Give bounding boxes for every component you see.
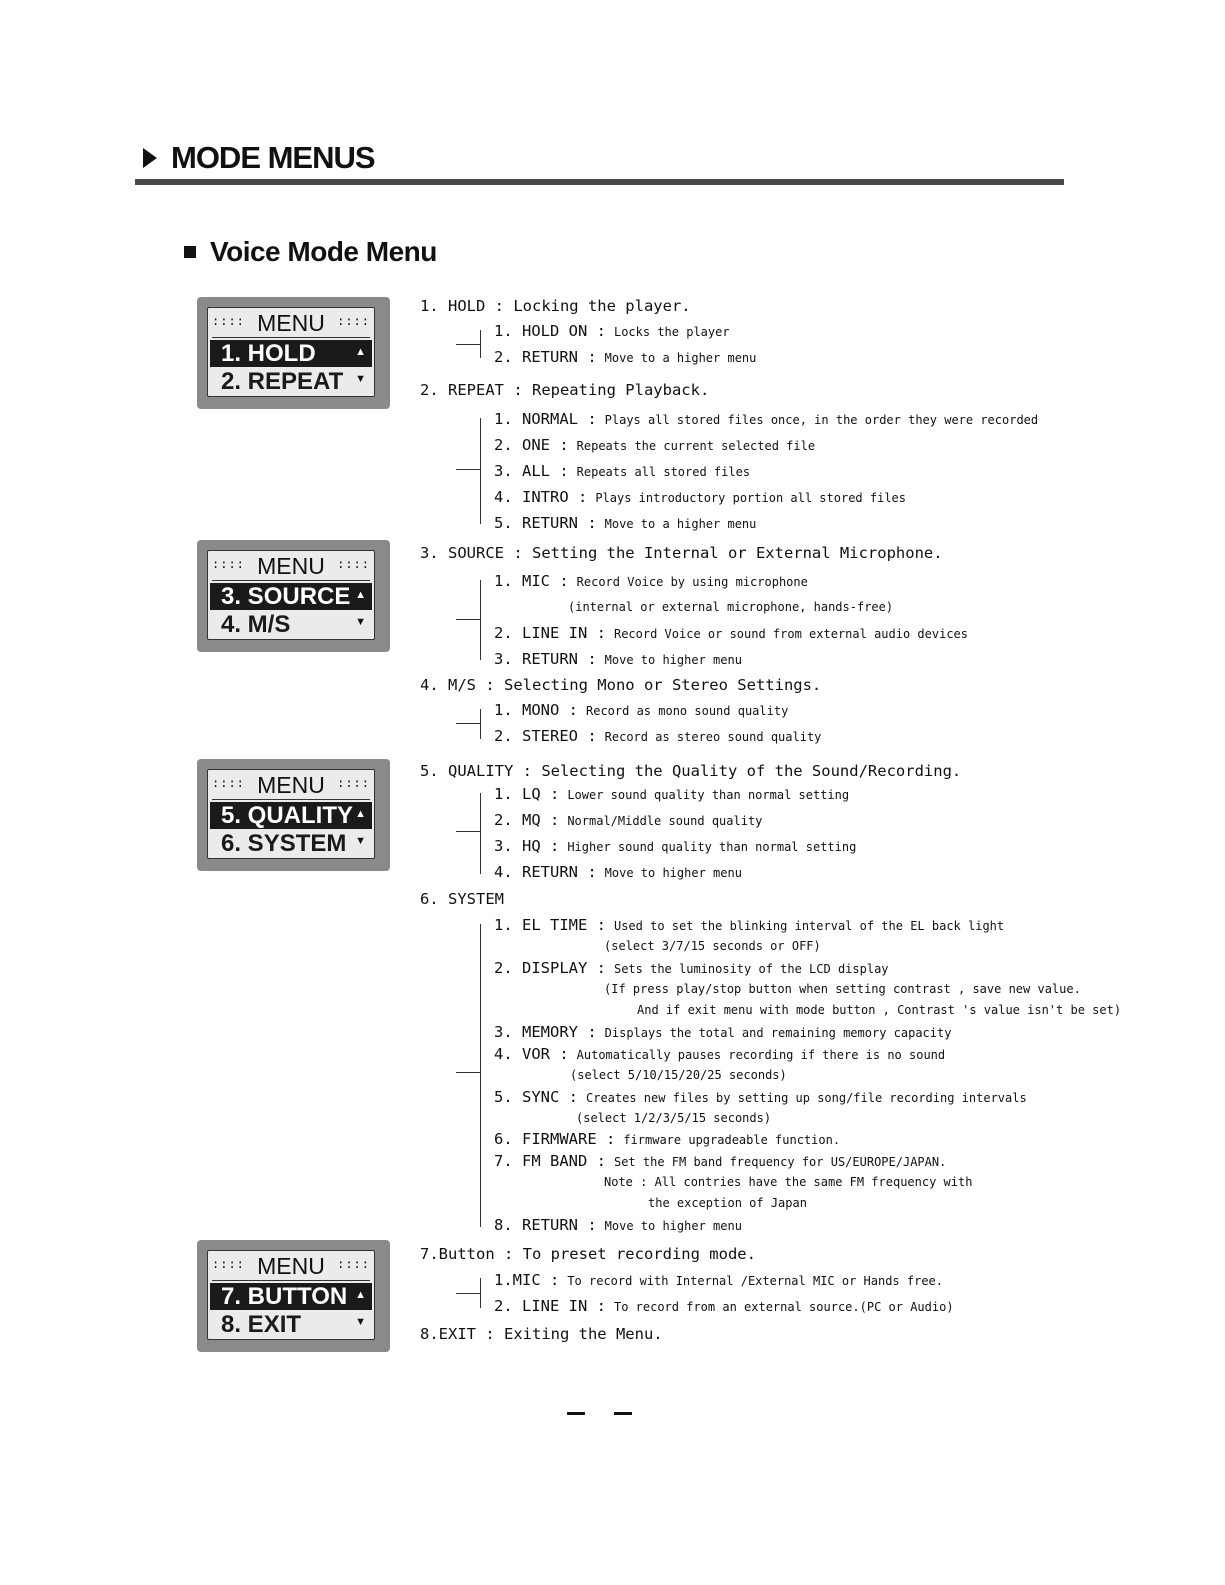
submenu-desc: Creates new files by setting up song/file recording intervals [586,1091,1027,1105]
submenu-desc: To record with Internal /External MIC or Hands free. [567,1274,944,1288]
submenu-item [494,1215,742,1234]
submenu-label: 3. ALL : [494,462,569,480]
submenu-label: 4. INTRO : [494,488,588,506]
submenu-desc: Normal/Middle sound quality [567,814,763,828]
lcd-dots-left: :::: [212,776,245,790]
lcd-dots-left: :::: [212,557,245,571]
submenu-label: 1. MIC : [494,572,569,590]
submenu-label: 2. STEREO : [494,727,597,745]
down-arrow-icon: ▼ [355,616,366,628]
bracket-line [480,1278,481,1308]
submenu-desc: firmware upgradeable function. [623,1133,841,1147]
submenu-label: 1. NORMAL : [494,410,597,428]
submenu-label: 3. HQ : [494,837,560,855]
bracket-line [480,330,481,358]
submenu-label: 5. SYNC : [494,1088,578,1106]
lcd-divider [212,337,370,338]
submenu-item [494,726,821,745]
bracket-connector [456,619,480,620]
lcd-divider [212,580,370,581]
bracket-connector [456,831,480,832]
lcd-next-label: 4. M/S [221,611,291,638]
submenu-label: 1. LQ : [494,785,560,803]
submenu-desc: Sets the luminosity of the LCD display [613,962,889,976]
lcd-screen-1 [197,297,390,409]
submenu-item [494,409,1038,428]
submenu-item [494,810,762,829]
lcd-menu-title: MENU [257,310,325,336]
submenu-item [494,623,968,642]
submenu-label: 4. VOR : [494,1045,569,1063]
square-bullet-icon [184,246,196,258]
bracket-line [480,709,481,739]
lcd-selected-label: 3. SOURCE [221,583,351,610]
up-arrow-icon: ▲ [355,589,366,601]
bracket-line [480,580,481,660]
lcd-divider [212,799,370,800]
lcd-menu-title: MENU [257,772,325,798]
up-arrow-icon: ▲ [355,346,366,358]
bracket-line [480,793,481,874]
submenu-desc: Automatically pauses recording if there is no sound [576,1048,946,1062]
lcd-screen-3 [197,759,390,871]
section-title: Voice Mode Menu [210,236,437,267]
lcd-next-label: 8. EXIT [221,1311,302,1338]
lcd-selected-label: 5. QUALITY [221,802,354,829]
submenu-item [494,1270,943,1289]
header-rule [135,179,1064,185]
submenu-desc: Move to higher menu [604,866,742,880]
submenu-desc: Lower sound quality than normal setting [567,788,850,802]
lcd-screen-2 [197,540,390,652]
menu-heading-exit: 8.EXIT : Exiting the Menu. [420,1325,663,1343]
submenu-label: 1. HOLD ON : [494,322,606,340]
submenu-desc-cont: (select 3/7/15 seconds or OFF) [604,939,821,953]
submenu-label: 1.MIC : [494,1271,560,1289]
submenu-desc: Record Voice or sound from external audio devices [613,627,968,641]
submenu-desc-cont: Note : All contries have the same FM frequency with [604,1175,973,1189]
submenu-item [494,435,815,454]
submenu-item [494,649,742,668]
down-arrow-icon: ▼ [355,835,366,847]
lcd-dots-left: :::: [212,1257,245,1271]
bracket-connector [456,469,480,470]
submenu-label: 2. LINE IN : [494,624,606,642]
lcd-display [207,550,375,640]
up-arrow-icon: ▲ [355,808,366,820]
submenu-item [494,487,906,506]
page-number-dash-left [567,1412,585,1415]
submenu-desc: Higher sound quality than normal setting [567,840,857,854]
submenu-item [494,347,756,366]
submenu-label: 4. RETURN : [494,863,597,881]
submenu-desc: Locks the player [613,325,730,339]
submenu-item [494,1044,945,1063]
submenu-label: 3. RETURN : [494,650,597,668]
down-arrow-icon: ▼ [355,1316,366,1328]
menu-heading-button: 7.Button : To preset recording mode. [420,1245,756,1263]
submenu-desc-cont: (internal or external microphone, hands-free) [568,600,894,614]
section-header [184,236,437,268]
submenu-desc: Set the FM band frequency for US/EUROPE/JAPAN. [613,1155,947,1169]
bracket-line [480,924,481,1227]
submenu-item [494,461,750,480]
lcd-divider [212,1280,370,1281]
lcd-next-label: 6. SYSTEM [221,830,347,857]
menu-heading-repeat: 2. REPEAT : Repeating Playback. [420,381,710,399]
lcd-next-item [210,611,372,638]
submenu-label: 6. FIRMWARE : [494,1130,616,1148]
lcd-dots-right: :::: [337,557,370,571]
lcd-display [207,307,375,397]
lcd-dots-right: :::: [337,1257,370,1271]
lcd-selected-label: 7. BUTTON [221,1283,348,1310]
submenu-desc-cont: And if exit menu with mode button , Contrast 's value isn't be set) [637,1003,1122,1017]
submenu-desc: To record from an external source.(PC or Audio) [613,1300,954,1314]
submenu-label: 8. RETURN : [494,1216,597,1234]
bracket-line [480,418,481,524]
page-title: MODE MENUS [171,140,375,175]
up-arrow-icon: ▲ [355,1289,366,1301]
lcd-selected-item [210,340,372,367]
submenu-item [494,571,808,590]
submenu-desc: Move to higher menu [604,1219,742,1233]
submenu-label: 2. LINE IN : [494,1297,606,1315]
submenu-desc: Move to higher menu [604,653,742,667]
submenu-item [494,862,742,881]
submenu-label: 1. EL TIME : [494,916,606,934]
triangle-bullet-icon [143,148,157,168]
page-number-dash-right [614,1412,632,1415]
submenu-label: 2. ONE : [494,436,569,454]
lcd-selected-item [210,802,372,829]
bracket-connector [456,1293,480,1294]
submenu-item [494,1087,1027,1106]
lcd-selected-label: 1. HOLD [221,340,316,367]
submenu-desc-cont: (select 5/10/15/20/25 seconds) [570,1068,787,1082]
submenu-desc: Displays the total and remaining memory capacity [604,1026,952,1040]
submenu-item [494,1022,951,1041]
submenu-item [494,1151,946,1170]
submenu-desc: Move to a higher menu [604,351,757,365]
submenu-label: 7. FM BAND : [494,1152,606,1170]
submenu-desc: Repeats the current selected file [576,439,816,453]
lcd-menu-title: MENU [257,553,325,579]
lcd-next-item [210,830,372,857]
submenu-item [494,321,730,340]
submenu-desc-cont: (If press play/stop button when setting contrast , save new value. [604,982,1081,996]
submenu-item [494,1129,840,1148]
submenu-desc: Record as stereo sound quality [604,730,822,744]
down-arrow-icon: ▼ [355,373,366,385]
submenu-label: 1. MONO : [494,701,578,719]
submenu-label: 3. MEMORY : [494,1023,597,1041]
submenu-item [494,958,889,977]
menu-heading-system: 6. SYSTEM [420,890,504,908]
lcd-dots-right: :::: [337,776,370,790]
lcd-display [207,1250,375,1340]
lcd-selected-item [210,583,372,610]
submenu-desc: Move to a higher menu [604,517,757,531]
submenu-item [494,1296,954,1315]
bracket-connector [456,344,480,345]
menu-heading-source: 3. SOURCE : Setting the Internal or External Microphone. [420,544,943,562]
submenu-desc: Used to set the blinking interval of the EL back light [613,919,1005,933]
submenu-label: 2. RETURN : [494,348,597,366]
bracket-connector [456,1072,480,1073]
bracket-connector [456,723,480,724]
lcd-menu-title: MENU [257,1253,325,1279]
submenu-desc: Repeats all stored files [576,465,751,479]
submenu-label: 2. MQ : [494,811,560,829]
submenu-label: 5. RETURN : [494,514,597,532]
lcd-next-item [210,1311,372,1338]
submenu-desc: Plays all stored files once, in the order they were recorded [604,413,1039,427]
lcd-screen-4 [197,1240,390,1352]
menu-heading-ms: 4. M/S : Selecting Mono or Stereo Settings. [420,676,822,694]
menu-heading-quality: 5. QUALITY : Selecting the Quality of the Sound/Recording. [420,762,962,780]
submenu-desc-cont: (select 1/2/3/5/15 seconds) [576,1111,772,1125]
lcd-dots-left: :::: [212,314,245,328]
submenu-desc-cont: the exception of Japan [648,1196,807,1210]
submenu-item [494,513,756,532]
submenu-desc: Plays introductory portion all stored files [595,491,906,505]
submenu-item [494,915,1004,934]
lcd-display [207,769,375,859]
submenu-item [494,700,788,719]
submenu-desc: Record as mono sound quality [586,704,789,718]
page-header [143,140,375,176]
submenu-item [494,784,849,803]
lcd-next-item [210,368,372,395]
submenu-label: 2. DISPLAY : [494,959,606,977]
submenu-desc: Record Voice by using microphone [576,575,808,589]
lcd-next-label: 2. REPEAT [221,368,344,395]
lcd-dots-right: :::: [337,314,370,328]
submenu-item [494,836,856,855]
menu-heading-hold: 1. HOLD : Locking the player. [420,297,691,315]
lcd-selected-item [210,1283,372,1310]
